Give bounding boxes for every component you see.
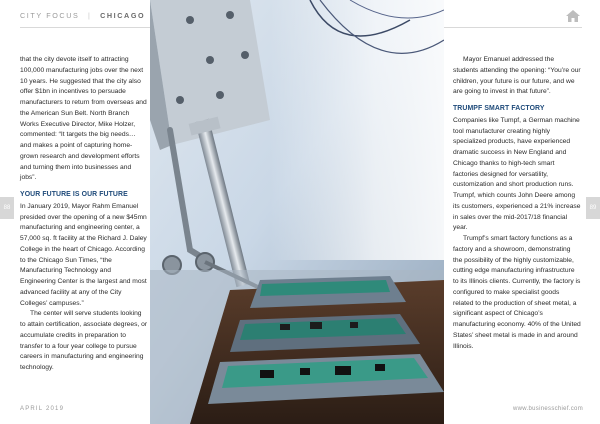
header-rule-left bbox=[20, 27, 150, 28]
body-paragraph: Companies like Tumpf, a German machine tool manufacturer creating highly specialized products, have experienced dramatic success in New England and Chicago thanks to high-tech smart factories designed for versatility, customization and short production runs. Trumpf, which counts John Deere among its customers, experienced a 21% increase in sales over the mid-2017/18 financial year. bbox=[453, 116, 581, 232]
home-icon[interactable] bbox=[565, 9, 581, 23]
footer-url[interactable]: www.businesschief.com bbox=[513, 406, 583, 412]
subheading: TRUMPF SMART FACTORY bbox=[453, 105, 545, 112]
running-header bbox=[20, 11, 145, 20]
section-label: CITY FOCUS bbox=[20, 11, 80, 20]
body-paragraph: Trumpf’s smart factory functions as a factory and a showroom, demonstrating the possibility of the highly customizable, cutting edge manufacturing infrastructure to its Illinois clients. Currently, the factory is configured to make specialist goods related to the production of sheet metal, a significant aspect of Chicago’s manufacturing economy. 40% of the United States’ sheet metal is made in and around Illinois. bbox=[453, 235, 581, 350]
body-paragraph: The center will serve students looking to attain certification, associate degrees, or accumulate credits in preparation to transfer to a four year college to pursue careers in manufacturing and engineering technology. bbox=[20, 310, 148, 371]
page-number-left: 88 bbox=[0, 197, 14, 219]
body-paragraph: that the city devote itself to attracting 100,000 manufacturing jobs over the next 10 years. He suggested that the city also offer $1bn in incentives to persuade manufacturers to return from overseas and the American Sun Belt. North Branch Works Executive Director, Mike Holzer, commented: “It targets the big needs… and makes a point of capturing home-grown research and development efforts and turning them into businesses and jobs”. bbox=[20, 56, 147, 182]
page-number-right: 89 bbox=[586, 197, 600, 219]
right-column bbox=[453, 55, 581, 352]
left-column bbox=[20, 55, 148, 374]
footer-date: APRIL 2019 bbox=[20, 406, 65, 412]
city-label: CHICAGO bbox=[100, 11, 146, 20]
body-paragraph: In January 2019, Mayor Rahm Emanuel presided over the opening of a new $45mn manufacturing and engineering center, a 57,000 sq. ft facility at the Richard J. Daley College in the heart of Chicago. According to the Chicago Sun Times, “the Manufacturing Technology and Engineering Center is the largest and most advanced facility at any of the City Colleges’ campuses.” bbox=[20, 202, 147, 307]
header-separator: | bbox=[88, 11, 92, 20]
header-rule-right bbox=[444, 27, 582, 28]
subheading: YOUR FUTURE IS OUR FUTURE bbox=[20, 191, 128, 198]
factory-photo bbox=[150, 0, 444, 424]
body-paragraph: Mayor Emanuel addressed the students attending the opening: “You’re our children, your future is our future, and we are going to invest in that future”. bbox=[453, 56, 581, 96]
